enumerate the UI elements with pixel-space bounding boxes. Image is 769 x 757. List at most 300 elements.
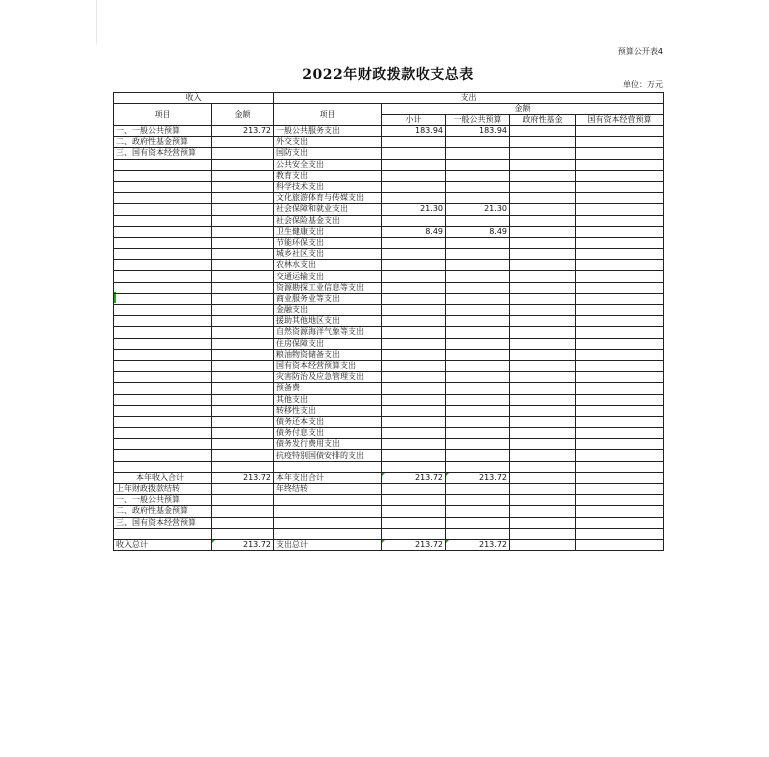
income-amount-cell <box>212 137 274 148</box>
state-capital-cell <box>576 517 664 528</box>
table-row <box>114 204 664 215</box>
general-budget-cell <box>446 338 510 349</box>
income-amount-cell <box>212 416 274 427</box>
expense-item-cell: 公共安全支出 <box>274 159 382 170</box>
general-budget-cell <box>446 506 510 517</box>
income-item-cell <box>114 450 212 461</box>
gov-fund-cell <box>510 394 576 405</box>
gov-fund-cell <box>510 215 576 226</box>
income-item-cell: 收入总计 <box>114 539 212 550</box>
state-capital-cell <box>576 472 664 483</box>
state-capital-cell <box>576 170 664 181</box>
subtotal-cell <box>382 517 446 528</box>
income-amount-cell <box>212 249 274 260</box>
subtotal-cell <box>382 327 446 338</box>
income-amount-header: 金额 <box>212 104 274 126</box>
general-budget-cell <box>446 305 510 316</box>
expense-header: 支出 <box>274 93 664 104</box>
state-capital-cell <box>576 405 664 416</box>
gov-fund-cell <box>510 405 576 416</box>
table-row <box>114 405 664 416</box>
income-amount-cell <box>212 293 274 304</box>
state-capital-cell <box>576 338 664 349</box>
income-amount-cell <box>212 226 274 237</box>
subtotal-cell: 8.49 <box>382 226 446 237</box>
income-item-cell: 三、国有资本经营预算 <box>114 517 212 528</box>
income-item-cell <box>114 237 212 248</box>
income-item-cell <box>114 170 212 181</box>
income-amount-cell <box>212 372 274 383</box>
header-row-2 <box>114 104 664 115</box>
state-capital-cell <box>576 428 664 439</box>
income-amount-cell <box>212 439 274 450</box>
gov-fund-cell <box>510 528 576 539</box>
income-amount-cell <box>212 159 274 170</box>
gov-fund-cell <box>510 159 576 170</box>
gov-fund-cell <box>510 506 576 517</box>
gov-fund-cell <box>510 484 576 495</box>
state-capital-cell <box>576 181 664 192</box>
expense-item-cell: 社会保障和就业支出 <box>274 204 382 215</box>
expense-item-cell <box>274 461 382 472</box>
gov-fund-cell <box>510 181 576 192</box>
income-item-cell <box>114 405 212 416</box>
expense-item-cell: 本年支出合计 <box>274 472 382 483</box>
general-budget-cell: 213.72 <box>446 539 510 550</box>
general-budget-cell <box>446 461 510 472</box>
subtotal-cell <box>382 293 446 304</box>
table-row <box>114 495 664 506</box>
gov-fund-cell <box>510 305 576 316</box>
income-item-cell: 一、一般公共预算 <box>114 495 212 506</box>
income-item-cell <box>114 316 212 327</box>
state-capital-cell <box>576 271 664 282</box>
general-budget-cell <box>446 237 510 248</box>
table-row <box>114 181 664 192</box>
state-capital-cell <box>576 193 664 204</box>
general-budget-cell <box>446 360 510 371</box>
general-budget-cell <box>446 349 510 360</box>
expense-item-cell: 社会保险基金支出 <box>274 215 382 226</box>
gov-fund-cell <box>510 349 576 360</box>
subtotal-cell <box>382 416 446 427</box>
general-budget-cell <box>446 215 510 226</box>
income-amount-cell <box>212 237 274 248</box>
expense-item-cell: 国有资本经营预算支出 <box>274 360 382 371</box>
subtotal-cell <box>382 271 446 282</box>
state-capital-cell <box>576 148 664 159</box>
general-budget-cell <box>446 260 510 271</box>
table-row <box>114 249 664 260</box>
subtotal-cell <box>382 137 446 148</box>
general-budget-cell <box>446 193 510 204</box>
income-item-cell <box>114 159 212 170</box>
gov-fund-cell <box>510 126 576 137</box>
table-row <box>114 528 664 539</box>
gov-fund-cell <box>510 226 576 237</box>
general-budget-cell: 21.30 <box>446 204 510 215</box>
income-amount-cell <box>212 327 274 338</box>
general-budget-cell <box>446 484 510 495</box>
general-budget-header: 一般公共预算 <box>446 115 510 126</box>
gov-fund-cell <box>510 383 576 394</box>
expense-item-cell: 教育支出 <box>274 170 382 181</box>
amount-group-header: 金额 <box>382 104 664 115</box>
page-title: 2022年财政拨款收支总表 <box>302 67 474 83</box>
state-capital-cell <box>576 316 664 327</box>
table-row <box>114 271 664 282</box>
income-amount-cell <box>212 394 274 405</box>
subtotal-cell <box>382 338 446 349</box>
gov-fund-cell <box>510 461 576 472</box>
state-capital-cell <box>576 439 664 450</box>
subtotal-cell <box>382 249 446 260</box>
gov-fund-cell <box>510 249 576 260</box>
expense-item-cell: 转移性支出 <box>274 405 382 416</box>
state-capital-header: 国有资本经营预算 <box>576 115 664 126</box>
expense-item-cell: 交通运输支出 <box>274 271 382 282</box>
income-item-cell <box>114 394 212 405</box>
income-item-cell: 本年收入合计 <box>114 472 212 483</box>
gov-fund-cell <box>510 428 576 439</box>
table-row <box>114 170 664 181</box>
general-budget-cell: 213.72 <box>446 472 510 483</box>
income-amount-cell <box>212 170 274 181</box>
subtotal-cell: 213.72 <box>382 472 446 483</box>
subtotal-cell: 21.30 <box>382 204 446 215</box>
expense-item-cell <box>274 528 382 539</box>
state-capital-cell <box>576 126 664 137</box>
income-item-cell <box>114 204 212 215</box>
income-amount-cell <box>212 517 274 528</box>
income-amount-cell <box>212 405 274 416</box>
expense-item-cell: 文化旅游体育与传媒支出 <box>274 193 382 204</box>
expense-item-cell: 债务发行费用支出 <box>274 439 382 450</box>
subtotal-cell <box>382 282 446 293</box>
state-capital-cell <box>576 539 664 550</box>
income-amount-cell: 213.72 <box>212 126 274 137</box>
subtotal-cell <box>382 360 446 371</box>
state-capital-cell <box>576 506 664 517</box>
income-amount-cell <box>212 506 274 517</box>
gov-fund-cell <box>510 148 576 159</box>
expense-item-cell: 预备费 <box>274 383 382 394</box>
gov-fund-cell <box>510 293 576 304</box>
income-item-cell: 二、政府性基金预算 <box>114 506 212 517</box>
income-item-cell <box>114 439 212 450</box>
subtotal-cell <box>382 349 446 360</box>
income-amount-cell <box>212 383 274 394</box>
general-budget-cell <box>446 181 510 192</box>
income-amount-cell <box>212 461 274 472</box>
state-capital-cell <box>576 215 664 226</box>
income-item-cell <box>114 249 212 260</box>
income-item-cell: 二、政府性基金预算 <box>114 137 212 148</box>
subtotal-cell <box>382 428 446 439</box>
expense-item-cell: 外交支出 <box>274 137 382 148</box>
subtotal-cell: 213.72 <box>382 539 446 550</box>
state-capital-cell <box>576 450 664 461</box>
table-row <box>114 416 664 427</box>
table-row <box>114 372 664 383</box>
income-item-cell: 上年财政拨款结转 <box>114 484 212 495</box>
subtotal-cell <box>382 506 446 517</box>
table-row <box>114 539 664 550</box>
state-capital-cell <box>576 237 664 248</box>
state-capital-cell <box>576 484 664 495</box>
income-amount-cell <box>212 260 274 271</box>
income-item-cell <box>114 461 212 472</box>
income-item-cell <box>114 226 212 237</box>
income-item-cell <box>114 193 212 204</box>
general-budget-cell <box>446 383 510 394</box>
state-capital-cell <box>576 260 664 271</box>
subtotal-cell <box>382 215 446 226</box>
expense-item-cell: 科学技术支出 <box>274 181 382 192</box>
income-amount-cell <box>212 181 274 192</box>
general-budget-cell <box>446 372 510 383</box>
gov-fund-cell <box>510 416 576 427</box>
table-row <box>114 383 664 394</box>
expense-item-cell: 年终结转 <box>274 484 382 495</box>
gov-fund-cell <box>510 472 576 483</box>
general-budget-cell <box>446 249 510 260</box>
table-row <box>114 517 664 528</box>
income-header: 收入 <box>114 93 274 104</box>
gov-fund-cell <box>510 204 576 215</box>
state-capital-cell <box>576 204 664 215</box>
income-item-header: 项目 <box>114 104 212 126</box>
income-item-cell <box>114 181 212 192</box>
income-amount-cell <box>212 204 274 215</box>
income-item-cell <box>114 428 212 439</box>
state-capital-cell <box>576 226 664 237</box>
subtotal-cell <box>382 439 446 450</box>
subtotal-cell <box>382 450 446 461</box>
table-row <box>114 237 664 248</box>
table-row <box>114 316 664 327</box>
state-capital-cell <box>576 249 664 260</box>
expense-item-cell: 债务还本支出 <box>274 416 382 427</box>
table-row <box>114 472 664 483</box>
general-budget-cell <box>446 327 510 338</box>
subtotal-cell <box>382 193 446 204</box>
table-code: 预算公开表4 <box>617 47 663 56</box>
income-amount-cell: 213.72 <box>212 472 274 483</box>
table-row <box>114 439 664 450</box>
income-amount-cell <box>212 528 274 539</box>
income-item-cell <box>114 271 212 282</box>
expense-item-cell: 粮油物资储备支出 <box>274 349 382 360</box>
gov-fund-cell <box>510 137 576 148</box>
income-item-cell <box>114 349 212 360</box>
income-item-cell <box>114 528 212 539</box>
income-amount-cell <box>212 316 274 327</box>
expense-item-cell: 商业服务业等支出 <box>274 293 382 304</box>
state-capital-cell <box>576 360 664 371</box>
table-row <box>114 394 664 405</box>
expense-item-cell: 农林水支出 <box>274 260 382 271</box>
general-budget-cell <box>446 405 510 416</box>
income-item-cell: 三、国有资本经营预算 <box>114 148 212 159</box>
sheet-gridline <box>96 0 97 44</box>
general-budget-cell <box>446 394 510 405</box>
state-capital-cell <box>576 383 664 394</box>
table-row <box>114 137 664 148</box>
table-row <box>114 428 664 439</box>
gov-fund-cell <box>510 450 576 461</box>
general-budget-cell <box>446 439 510 450</box>
general-budget-cell <box>446 148 510 159</box>
state-capital-cell <box>576 327 664 338</box>
income-amount-cell <box>212 148 274 159</box>
table-row <box>114 282 664 293</box>
expense-item-cell: 抗疫特别国债安排的支出 <box>274 450 382 461</box>
gov-fund-cell <box>510 439 576 450</box>
state-capital-cell <box>576 528 664 539</box>
expense-item-cell: 资源勘探工业信息等支出 <box>274 282 382 293</box>
table-row <box>114 215 664 226</box>
state-capital-cell <box>576 282 664 293</box>
general-budget-cell: 183.94 <box>446 126 510 137</box>
subtotal-cell <box>382 170 446 181</box>
income-item-cell <box>114 305 212 316</box>
gov-fund-cell <box>510 372 576 383</box>
gov-fund-cell <box>510 327 576 338</box>
gov-fund-cell <box>510 271 576 282</box>
income-amount-cell <box>212 215 274 226</box>
income-item-cell <box>114 260 212 271</box>
gov-fund-cell <box>510 338 576 349</box>
gov-fund-cell <box>510 282 576 293</box>
income-item-cell <box>114 293 212 304</box>
income-amount-cell: 213.72 <box>212 539 274 550</box>
gov-fund-cell <box>510 193 576 204</box>
expense-item-cell: 支出总计 <box>274 539 382 550</box>
state-capital-cell <box>576 293 664 304</box>
gov-fund-cell <box>510 495 576 506</box>
state-capital-cell <box>576 394 664 405</box>
table-row <box>114 349 664 360</box>
table-row <box>114 327 664 338</box>
expense-item-cell: 债务付息支出 <box>274 428 382 439</box>
table-row <box>114 126 664 137</box>
income-amount-cell <box>212 193 274 204</box>
general-budget-cell <box>446 170 510 181</box>
state-capital-cell <box>576 495 664 506</box>
expense-item-cell: 卫生健康支出 <box>274 226 382 237</box>
table-row <box>114 260 664 271</box>
subtotal-cell <box>382 181 446 192</box>
gov-fund-cell <box>510 517 576 528</box>
table-row <box>114 338 664 349</box>
subtotal-cell <box>382 495 446 506</box>
table-row <box>114 293 664 304</box>
general-budget-cell <box>446 137 510 148</box>
income-item-cell <box>114 327 212 338</box>
income-item-cell <box>114 215 212 226</box>
general-budget-cell <box>446 450 510 461</box>
budget-sheet <box>113 44 663 604</box>
state-capital-cell <box>576 372 664 383</box>
state-capital-cell <box>576 461 664 472</box>
gov-fund-header: 政府性基金 <box>510 115 576 126</box>
state-capital-cell <box>576 159 664 170</box>
table-row <box>114 305 664 316</box>
subtotal-cell <box>382 260 446 271</box>
gov-fund-cell <box>510 237 576 248</box>
table-row <box>114 148 664 159</box>
unit-label: 单位：万元 <box>623 80 663 89</box>
subtotal-cell <box>382 383 446 394</box>
gov-fund-cell <box>510 260 576 271</box>
header-row-1 <box>114 93 664 104</box>
expense-item-cell <box>274 517 382 528</box>
subtotal-cell <box>382 405 446 416</box>
expense-item-cell: 援助其他地区支出 <box>274 316 382 327</box>
income-amount-cell <box>212 349 274 360</box>
table-row <box>114 506 664 517</box>
expense-item-cell: 自然资源海洋气象等支出 <box>274 327 382 338</box>
table-row <box>114 193 664 204</box>
general-budget-cell <box>446 293 510 304</box>
table-row <box>114 461 664 472</box>
state-capital-cell <box>576 137 664 148</box>
income-amount-cell <box>212 305 274 316</box>
general-budget-cell <box>446 416 510 427</box>
table-row <box>114 450 664 461</box>
subtotal-cell <box>382 237 446 248</box>
income-amount-cell <box>212 450 274 461</box>
subtotal-cell <box>382 372 446 383</box>
gov-fund-cell <box>510 316 576 327</box>
gov-fund-cell <box>510 360 576 371</box>
income-amount-cell <box>212 360 274 371</box>
gov-fund-cell <box>510 170 576 181</box>
subtotal-cell <box>382 394 446 405</box>
general-budget-cell <box>446 528 510 539</box>
subtotal-cell <box>382 305 446 316</box>
income-item-cell: 一、一般公共预算 <box>114 126 212 137</box>
state-capital-cell <box>576 349 664 360</box>
expense-item-cell <box>274 506 382 517</box>
expense-item-cell: 其他支出 <box>274 394 382 405</box>
table-row <box>114 484 664 495</box>
general-budget-cell: 8.49 <box>446 226 510 237</box>
subtotal-cell <box>382 528 446 539</box>
income-item-cell <box>114 372 212 383</box>
income-item-cell <box>114 360 212 371</box>
subtotal-cell <box>382 316 446 327</box>
expense-item-cell: 节能环保支出 <box>274 237 382 248</box>
general-budget-cell <box>446 517 510 528</box>
general-budget-cell <box>446 159 510 170</box>
income-amount-cell <box>212 428 274 439</box>
table-row <box>114 360 664 371</box>
expense-item-header: 项目 <box>274 104 382 126</box>
income-item-cell <box>114 383 212 394</box>
general-budget-cell <box>446 282 510 293</box>
gov-fund-cell <box>510 539 576 550</box>
subtotal-cell <box>382 461 446 472</box>
income-amount-cell <box>212 495 274 506</box>
expense-item-cell: 灾害防治及应急管理支出 <box>274 372 382 383</box>
expense-item-cell: 国防支出 <box>274 148 382 159</box>
state-capital-cell <box>576 305 664 316</box>
income-amount-cell <box>212 282 274 293</box>
expense-item-cell <box>274 495 382 506</box>
expense-item-cell: 金融支出 <box>274 305 382 316</box>
